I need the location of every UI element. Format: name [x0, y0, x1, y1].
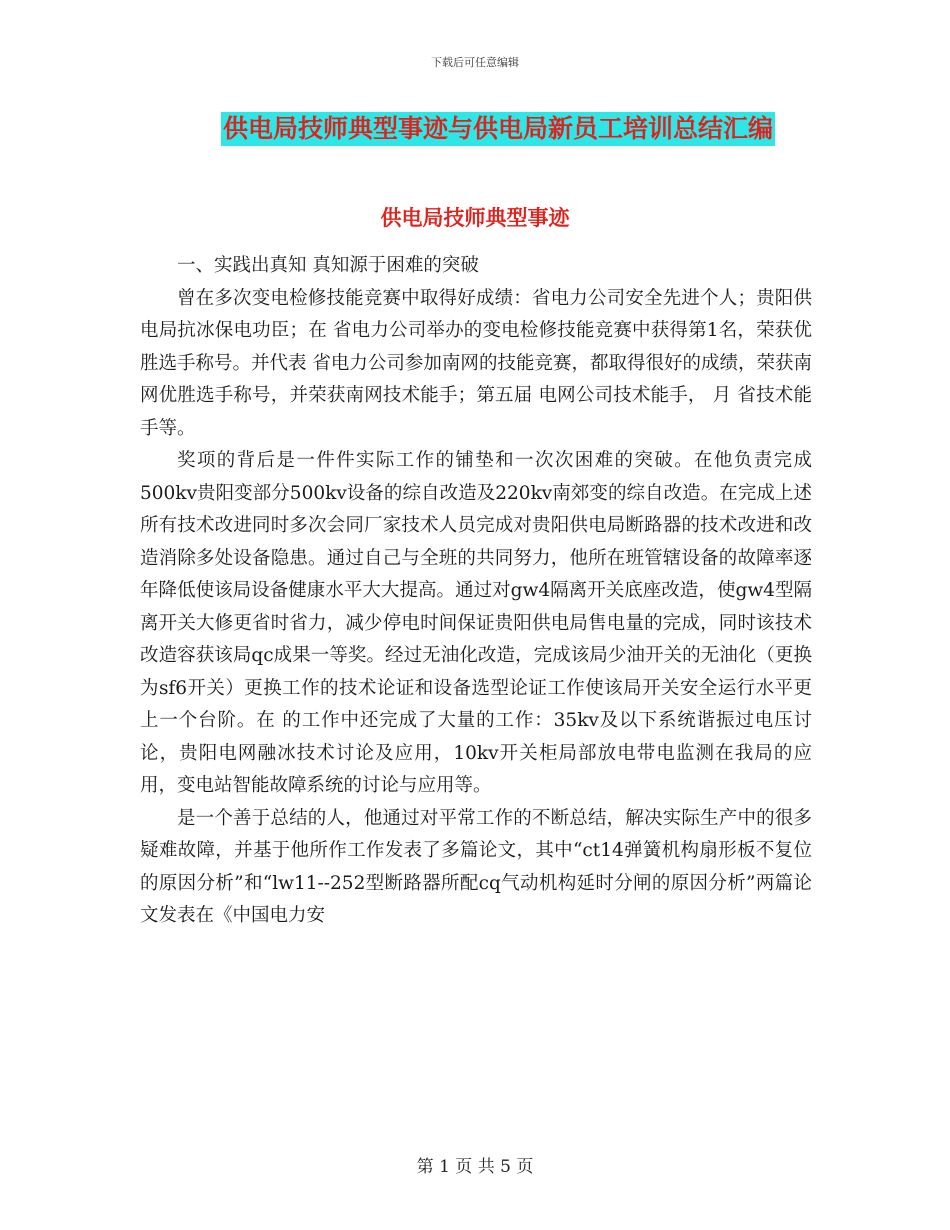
page-number: 第 1 页 共 5 页: [416, 1157, 534, 1177]
document-body: [140, 250, 812, 933]
body-paragraph: 是一个善于总结的人，他通过对平常工作的不断总结，解决实际生产中的很多疑难故障，并基于他所作工作发表了多篇论文，其中“ct14弹簧机构扇形板不复位的原因分析”和“lw11--252型断路器所配cq气动机构延时分闸的原因分析”两篇论文发表在《中国电力安: [140, 807, 812, 926]
document-title: 供电局技师典型事迹与供电局新员工培训总结汇编: [221, 112, 775, 146]
body-paragraph: 曾在多次变电检修技能竞赛中取得好成绩：省电力公司安全先进个人；贵阳供电局抗冰保电功臣；在 省电力公司举办的变电检修技能竞赛中获得第1名，荣获优胜选手称号。并代表 省电力公司参加南网的技能竞赛，都取得很好的成绩，荣获南网优胜选手称号，并荣获南网技术能手；第五届 电网公司技术能手， 月 省技术能手等。: [140, 287, 812, 439]
subheading: 一、实践出真知 真知源于困难的突破: [177, 255, 479, 276]
page-header-note: 下载后可任意编辑: [431, 56, 519, 69]
document-title-container: [0, 112, 950, 146]
section-title: 供电局技师典型事迹: [380, 206, 570, 230]
body-paragraph: 奖项的背后是一件件实际工作的铺垫和一次次困难的突破。在他负责完成500kv贵阳变部分500kv设备的综自改造及220kv南郊变的综自改造。在完成上述所有技术改进同时多次会同厂家技术人员完成对贵阳供电局断路器的技术改进和改造消除多处设备隐患。通过自己与全班的共同努力，他所在班管辖设备的故障率逐年降低使该局设备健康水平大大提高。通过对gw4隔离开关底座改造，使gw4型隔离开关大修更省时省力，减少停电时间保证贵阳供电局售电量的完成，同时该技术改造容获该局qc成果一等奖。经过无油化改造，完成该局少油开关的无油化（更换为sf6开关）更换工作的技术论证和设备选型论证工作使该局开关安全运行水平更上一个台阶。在 的工作中还完成了大量的工作：35kv及以下系统谐振过电压讨论，贵阳电网融冰技术讨论及应用，10kv开关柜局部放电带电监测在我局的应用，变电站智能故障系统的讨论与应用等。: [140, 450, 812, 796]
